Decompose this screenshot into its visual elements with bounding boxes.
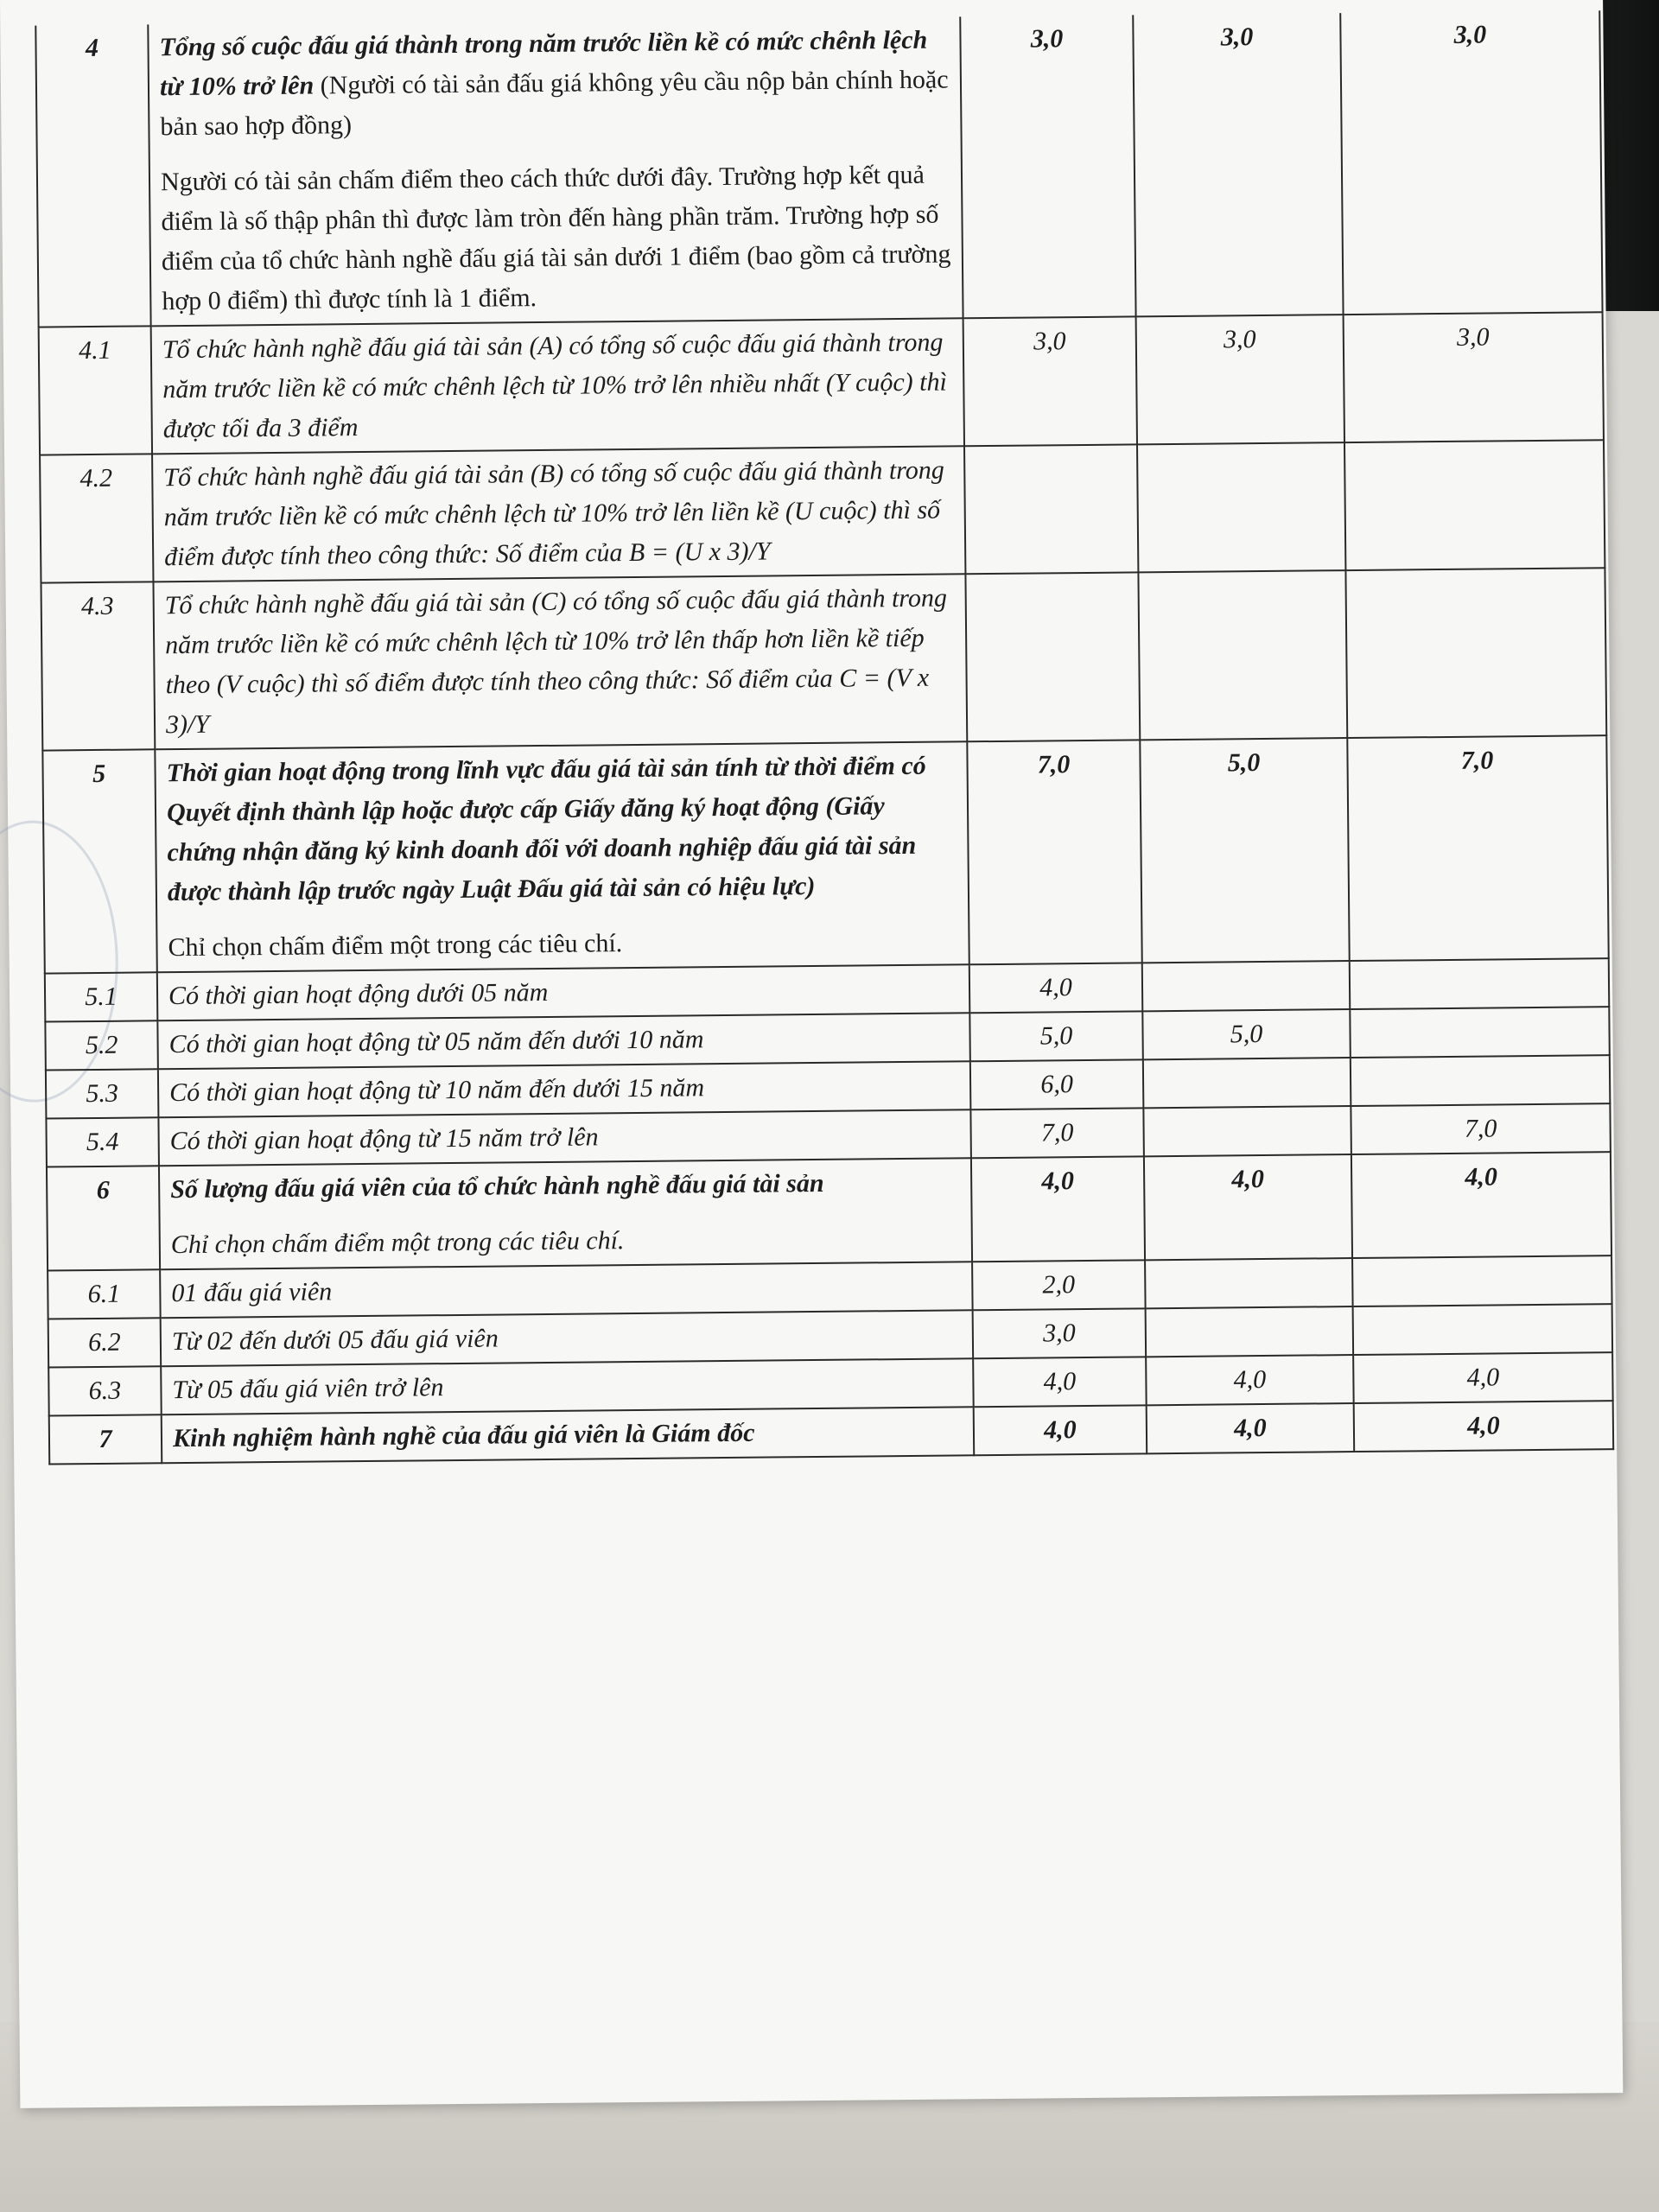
criterion-number: 6.1: [48, 1269, 161, 1319]
criterion-number: 5.1: [45, 972, 158, 1021]
score-cell: 4,0: [973, 1357, 1147, 1407]
score-cell: 7,0: [1351, 1103, 1611, 1154]
criterion-description: Có thời gian hoạt động từ 15 năm trở lên: [158, 1109, 970, 1166]
criterion-description: Từ 02 đến dưới 05 đấu giá viên: [161, 1310, 973, 1366]
table-row: [35, 10, 1602, 327]
score-cell: 4,0: [1354, 1401, 1614, 1452]
criterion-description: 01 đấu giá viên: [160, 1262, 972, 1318]
score-cell: 5,0: [969, 1011, 1143, 1061]
score-cell: [1145, 1258, 1353, 1308]
criterion-description: Có thời gian hoạt động dưới 05 năm: [157, 964, 969, 1020]
criterion-number: 5.3: [46, 1069, 159, 1118]
score-cell: 2,0: [972, 1260, 1146, 1310]
score-cell: [1350, 1007, 1610, 1058]
score-cell: [1353, 1304, 1613, 1355]
score-cell: 7,0: [967, 740, 1141, 964]
criterion-number: 7: [49, 1414, 162, 1464]
score-cell: [965, 572, 1140, 741]
score-cell: 3,0: [963, 316, 1137, 446]
criterion-note: Người có tài sản chấm điểm theo cách thức dưới đây. Trường hợp kết quả điểm là số thập phân thì được làm tròn đến hàng phần trăm. Trường hợp số điểm của tổ chức hành nghề đấu giá tài sản dưới 1 điểm (bao gồm cả trường hợp 0 điểm) thì được tính là 1 điểm.: [160, 160, 951, 316]
score-cell: [1352, 1255, 1612, 1306]
criterion-number: 4.3: [41, 582, 155, 750]
score-cell: [1345, 568, 1606, 738]
criterion-number: 6: [47, 1166, 160, 1270]
criterion-description: Tổng số cuộc đấu giá thành trong năm trước liền kề có mức chênh lệch từ 10% trở lên (Người có tài sản đấu giá không yêu cầu nộp bản chính hoặc bản sao hợp đồng) Người có tài sản chấm điểm theo cách thức dưới đây. Trường hợp kết quả điểm là số thập phân thì được làm tròn đến hàng phần trăm. Trường hợp số điểm của tổ chức hành nghề đấu giá tài sản dưới 1 điểm (bao gồm cả trường hợp 0 điểm) thì được tính là 1 điểm.: [148, 16, 963, 326]
score-cell: 3,0: [960, 15, 1135, 318]
scoring-criteria-table: [35, 10, 1614, 1465]
criterion-note: Chỉ chọn chấm điểm một trong các tiêu chí.: [170, 1226, 625, 1260]
score-cell: 4,0: [1353, 1352, 1613, 1403]
criterion-number: 5.2: [45, 1020, 158, 1070]
criterion-number: 6.2: [48, 1318, 162, 1367]
score-cell: 4,0: [1351, 1152, 1611, 1258]
score-cell: [1142, 961, 1351, 1011]
score-cell: 4,0: [1146, 1355, 1354, 1405]
criterion-description: Tổ chức hành nghề đấu giá tài sản (B) có tổng số cuộc đấu giá thành trong năm trước liền kề có mức chênh lệch từ 10% trở lên liền kề (U cuộc) thì số điểm được tính theo công thức: Số điểm của B = (U x 3)/Y: [152, 446, 965, 582]
score-cell: [1351, 1055, 1611, 1106]
table-row: [39, 312, 1604, 454]
score-cell: 7,0: [970, 1108, 1144, 1158]
criterion-number: 6.3: [48, 1366, 162, 1415]
criterion-description: Có thời gian hoạt động từ 05 năm đến dưới 10 năm: [157, 1013, 969, 1069]
criterion-description: Tổ chức hành nghề đấu giá tài sản (C) có tổng số cuộc đấu giá thành trong năm trước liền kề có mức chênh lệch từ 10% trở lên thấp hơn liền kề tiếp theo (V cuộc) thì số điểm được tính theo công thức: Số điểm của C = (V x 3)/Y: [153, 574, 967, 749]
criterion-number: 4: [35, 24, 150, 327]
score-cell: [1137, 442, 1345, 572]
table-row: [40, 440, 1605, 582]
criterion-number: 5.4: [46, 1117, 159, 1166]
score-cell: [1143, 1106, 1351, 1156]
table-row: [41, 568, 1606, 750]
score-cell: 3,0: [973, 1308, 1147, 1358]
score-cell: 5,0: [1142, 1009, 1351, 1059]
score-cell: [1138, 570, 1347, 740]
score-cell: [964, 444, 1138, 574]
score-cell: 6,0: [970, 1059, 1144, 1109]
score-cell: [1143, 1058, 1351, 1108]
criterion-description: Kinh nghiệm hành nghề của đấu giá viên là Giám đốc: [162, 1407, 974, 1463]
criterion-number: 4.2: [40, 454, 153, 582]
score-cell: 7,0: [1347, 735, 1608, 961]
score-cell: [1146, 1306, 1354, 1357]
criterion-description: Tổ chức hành nghề đấu giá tài sản (A) có tổng số cuộc đấu giá thành trong năm trước liền kề có mức chênh lệch từ 10% trở lên nhiều nhất (Y cuộc) thì được tối đa 3 điểm: [151, 318, 964, 454]
score-cell: 4,0: [1147, 1403, 1355, 1453]
score-cell: 4,0: [969, 963, 1143, 1013]
score-cell: 3,0: [1133, 13, 1343, 316]
score-cell: 3,0: [1136, 315, 1344, 444]
table-row: [42, 735, 1608, 973]
criterion-description: Từ 05 đấu giá viên trở lên: [161, 1358, 973, 1414]
score-cell: 3,0: [1344, 312, 1604, 442]
criterion-description: Thời gian hoạt động trong lĩnh vực đấu giá tài sản tính từ thời điểm có Quyết định thành lập hoặc được cấp Giấy đăng ký hoạt động (Giấy chứng nhận đăng ký kinh doanh đối với doanh nghiệp đấu giá tài sản được thành lập trước ngày Luật Đấu giá tài sản có hiệu lực) Chỉ chọn chấm điểm một trong các tiêu chí.: [155, 741, 969, 972]
score-cell: 4,0: [974, 1405, 1147, 1455]
score-cell: [1350, 958, 1610, 1009]
criterion-description: Có thời gian hoạt động từ 10 năm đến dưới 15 năm: [158, 1061, 970, 1117]
criterion-note: Chỉ chọn chấm điểm một trong các tiêu chí.: [168, 929, 623, 963]
criterion-number: 5: [42, 749, 156, 973]
criterion-number: 4.1: [39, 326, 152, 454]
score-cell: 3,0: [1340, 10, 1602, 315]
score-cell: 4,0: [971, 1156, 1145, 1262]
criterion-description: Số lượng đấu giá viên của tổ chức hành nghề đấu giá tài sản Chỉ chọn chấm điểm một trong các tiêu chí.: [159, 1158, 972, 1269]
score-cell: 4,0: [1144, 1154, 1352, 1260]
score-cell: 5,0: [1140, 738, 1349, 963]
table-row: [47, 1152, 1611, 1270]
score-cell: [1344, 440, 1605, 570]
